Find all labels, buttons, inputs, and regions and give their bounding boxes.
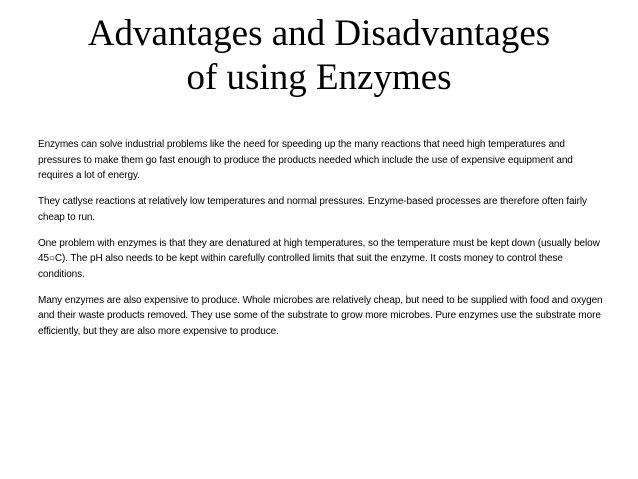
slide-title bbox=[0, 12, 638, 100]
slide-title-line-2: of using Enzymes bbox=[186, 57, 452, 98]
slide-body bbox=[38, 137, 606, 350]
paragraph-denatured: One problem with enzymes is that they are denatured at high temperatures, so the temperature must be kept down (usually below 45○C). The pH also needs to be kept within carefully controlled limits that suit the enzyme. It costs money to control these conditions. bbox=[38, 237, 600, 280]
slide-title-line-1: Advantages and Disadvantages bbox=[87, 13, 551, 54]
paragraph-expensive-to-produce: Many enzymes are also expensive to produce. Whole microbes are relatively cheap, but need to be supplied with food and oxygen and their waste products removed. They use some of the substrate to grow more microbes. Pure enzymes use the substrate more efficiently, but they are also more expensive to produce. bbox=[38, 294, 603, 337]
paragraph-low-temperatures: They catlyse reactions at relatively low temperatures and normal pressures. Enzyme-based processes are therefore often fairly cheap to run. bbox=[38, 196, 587, 223]
paragraph-industrial-problems: Enzymes can solve industrial problems like the need for speeding up the many reactions that need high temperatures and pressures to make them go fast enough to produce the products needed which include the use of expensive equipment and requires a lot of energy. bbox=[38, 139, 573, 181]
